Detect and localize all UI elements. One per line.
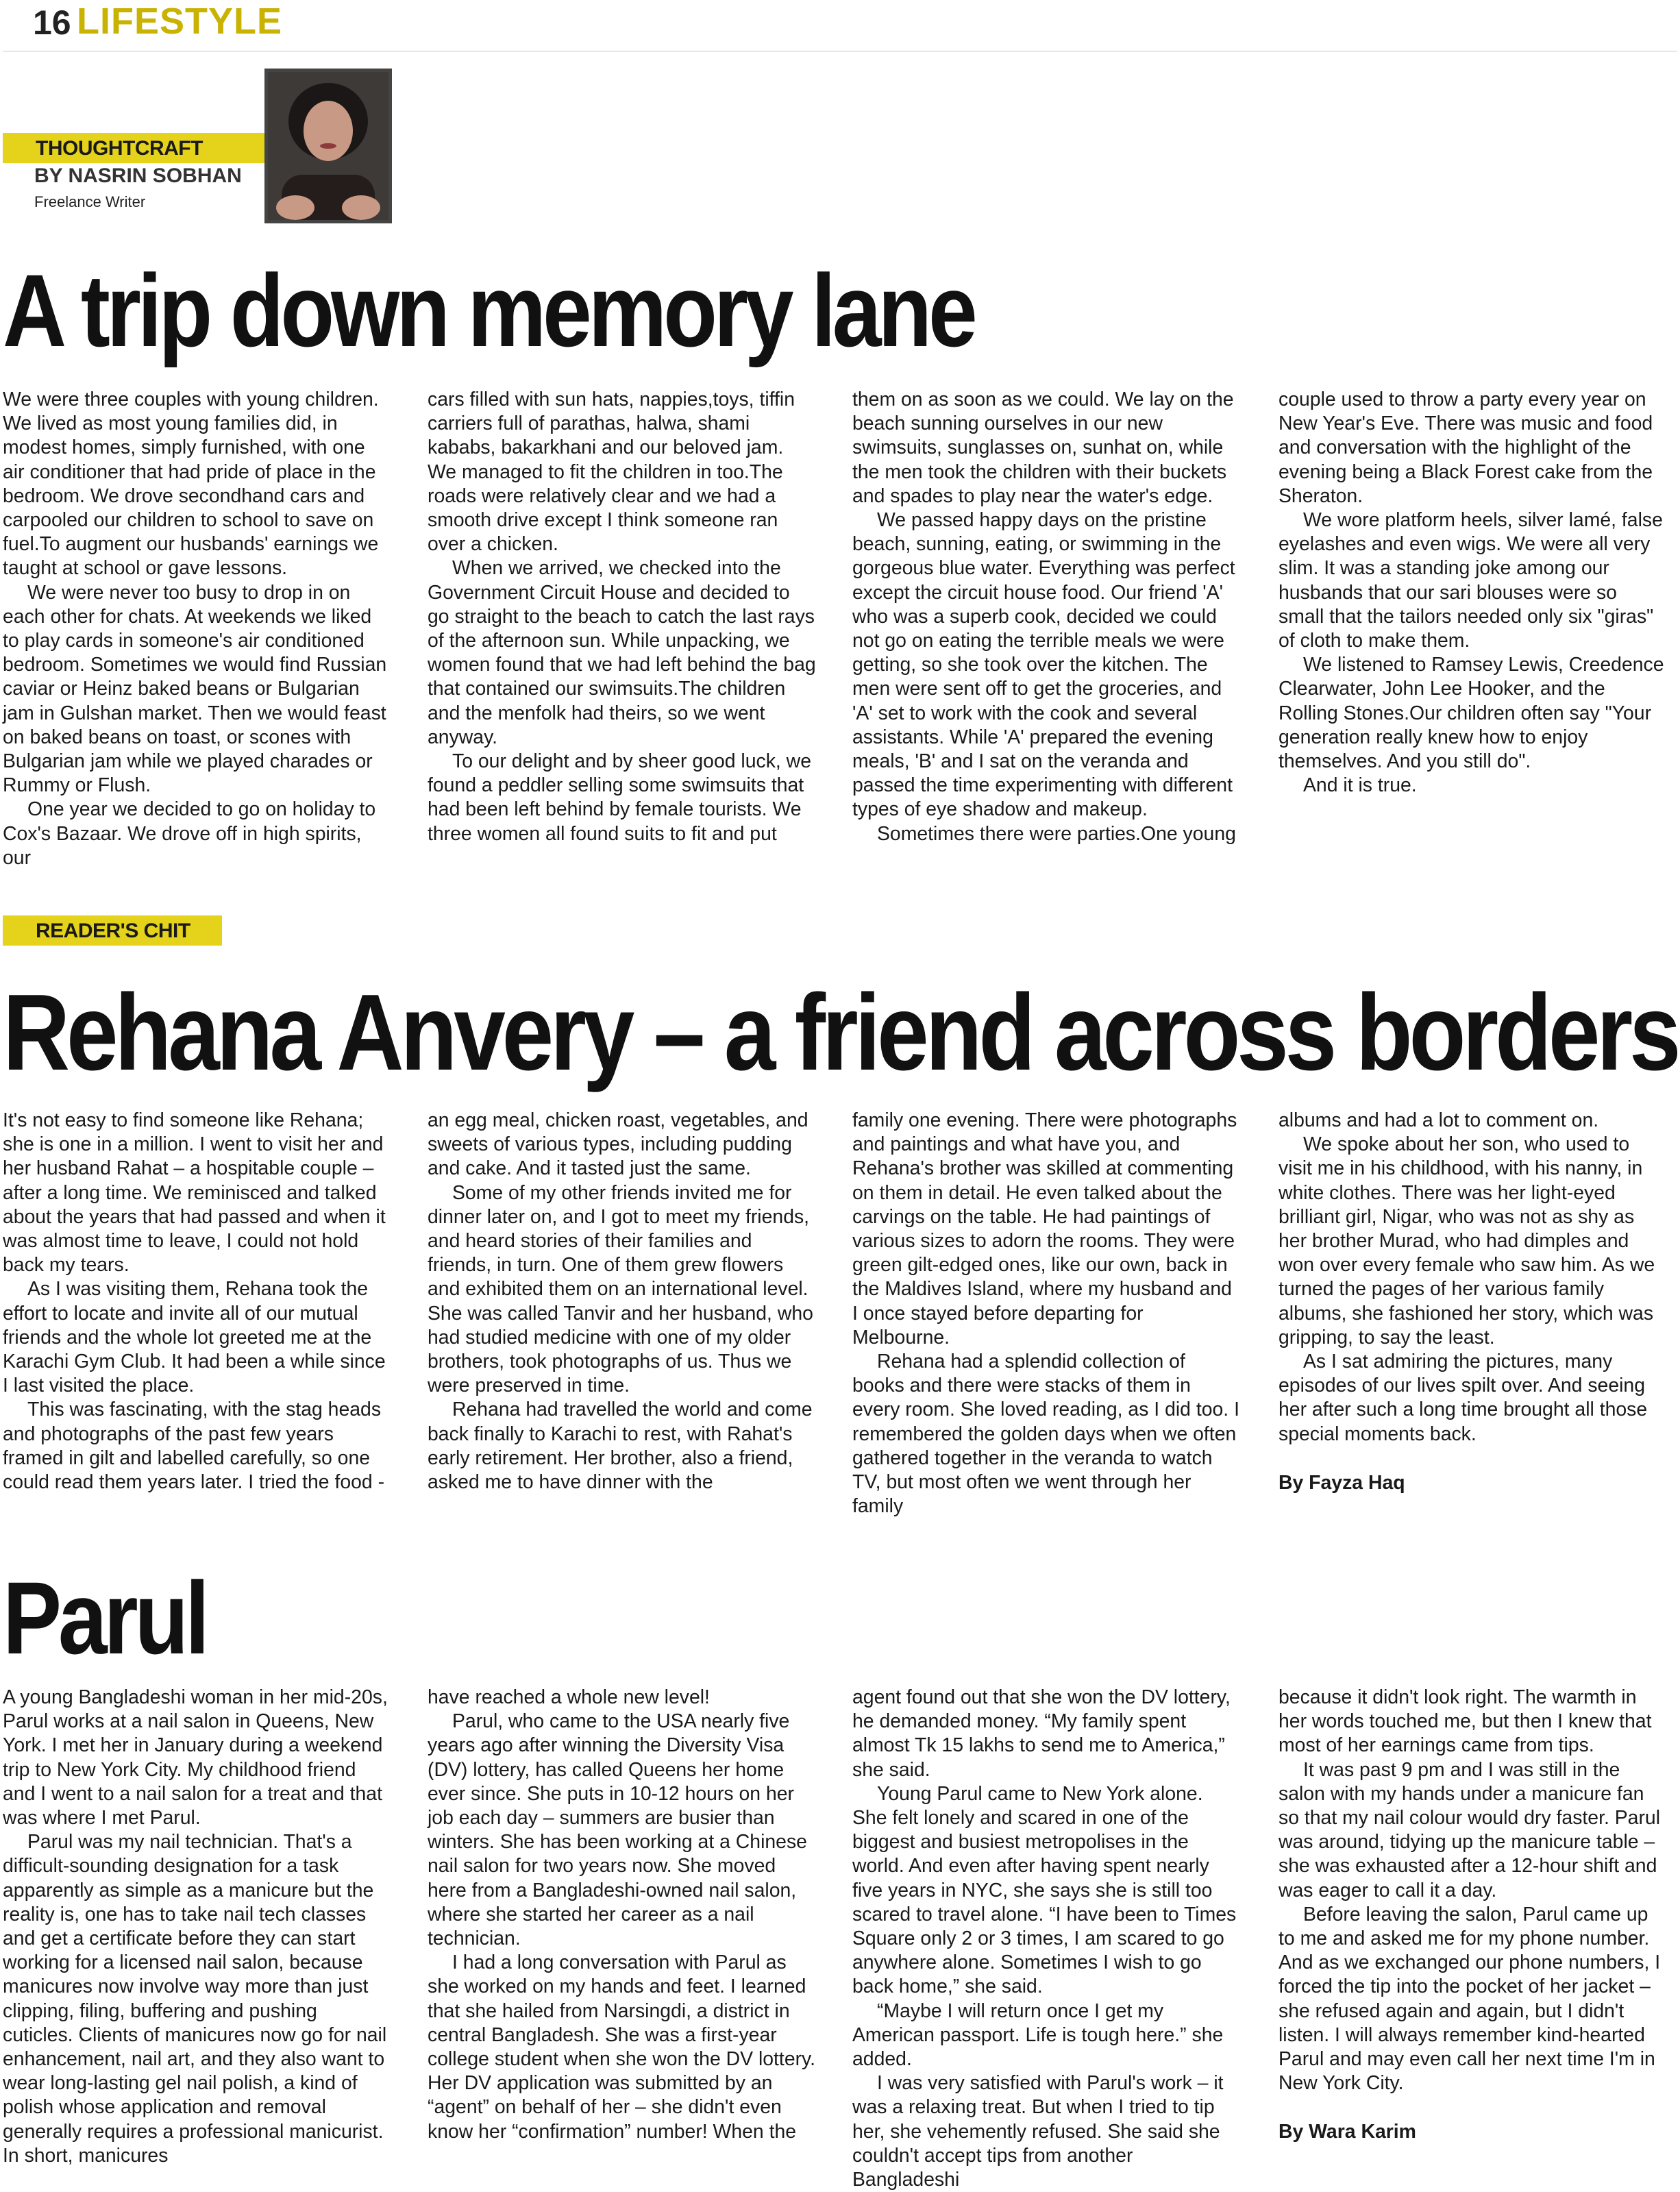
- article2-column-3: [852, 1109, 1242, 1518]
- author-portrait-icon: [268, 72, 388, 220]
- article3-column-4: [1278, 1686, 1668, 2145]
- paragraph: Some of my other friends invited me for dinner later on, and I got to meet my friends, and heard stories of their families and friends, in turn. One of them grew flowers and exhibited them on an international level. She was called Tanvir and her husband, who had studied medicine with one of my older brothers, took photographs of us. Thus we were preserved in time.: [428, 1181, 813, 1397]
- paragraph: We wore platform heels, silver lamé, false eyelashes and even wigs. We were all very slim. It was a standing joke among our husbands that our sari blouses were so small that the tailors needed only six "giras" of cloth to make them.: [1278, 509, 1663, 652]
- headline-rehana: Rehana Anvery – a friend across borders: [3, 972, 1678, 1093]
- paragraph: have reached a whole new level!: [428, 1686, 710, 1708]
- article3-column-2: [428, 1686, 817, 2144]
- paragraph: One year we decided to go on holiday to Cox's Bazaar. We drove off in high spirits, our: [3, 798, 376, 869]
- kicker-thoughtcraft: THOUGHTCRAFT: [3, 133, 296, 163]
- author-byline: BY NASRIN SOBHAN: [34, 164, 242, 187]
- article3-column-3: [852, 1686, 1242, 2192]
- paragraph: We passed happy days on the pristine beach, sunning, eating, or swimming in the gorgeous blue water. Everything was perfect except the circuit house food. Our friend 'A' who was a superb cook, decided we could not go on eating the terrible meals we were getting, so she took over the kitchen. The men were sent off to get the groceries, and 'A' set to work with the cook and several assistants. While 'A' prepared the evening meals, 'B' and I sat on the veranda and passed the time experimenting with different types of eye shadow and makeup.: [852, 509, 1235, 821]
- paragraph: This was fascinating, with the stag heads and photographs of the past few years framed in gilt and labelled carefully, so one could read them years later. I tried the food -: [3, 1399, 385, 1494]
- headline-parul: Parul: [3, 1560, 206, 1675]
- paragraph: “Maybe I will return once I get my American passport. Life is tough here.” she added.: [852, 1999, 1224, 2071]
- paragraph: I had a long conversation with Parul as she worked on my hands and feet. I learned that she hailed from Narsingdi, a district in central Bangladesh. She was a first-year college student when she won the DV lottery. Her DV application was submitted by an “agent” on behalf of her – she didn't even know her “confirmation” number! When the: [428, 1951, 816, 2143]
- paragraph: an egg meal, chicken roast, vegetables, and sweets of various types, including pudding and cake. And it tasted just the same.: [428, 1109, 808, 1180]
- paragraph: Sometimes there were parties.One young: [877, 822, 1236, 845]
- paragraph: And it is true.: [1303, 774, 1417, 797]
- paragraph: family one evening. There were photographs and paintings and what have you, and Rehana's brother was skilled at commenting on them in detail. He even talked about the carvings on the table. He had paintings of various sizes to adorn the rooms. They were green gilt-edged ones, like our own, back in the Maldives Island, where my husband and I once stayed before departing for Melbourne.: [852, 1109, 1237, 1349]
- paragraph: agent found out that she won the DV lottery, he demanded money. “My family spent almost Tk 15 lakhs to send me to America,” she said.: [852, 1686, 1231, 1781]
- author-role: Freelance Writer: [34, 193, 146, 210]
- paragraph: It's not easy to find someone like Rehana; she is one in a million. I went to visit her and her husband Rahat – a hospitable couple – after a long time. We reminisced and talked about the years that had passed and when it was almost time to leave, I could not hold back my tears.: [3, 1109, 386, 1277]
- headline-memory-lane: A trip down memory lane: [3, 253, 974, 368]
- paragraph: I was very satisfied with Parul's work – it was a relaxing treat. But when I tried to tip her, she vehemently refused. She said she couldn't accept tips from another Bangladeshi: [852, 2072, 1224, 2191]
- paragraph: It was past 9 pm and I was still in the salon with my hands under a manicure fan so that my nail colour would dry faster. Parul was around, tidying up the manicure table – she was exhausted after a 12-hour shift and was eager to call it a day.: [1278, 1758, 1661, 1901]
- paragraph: We spoke about her son, who used to visit me in his childhood, with his nanny, in white clothes. There was her light-eyed brilliant girl, Nigar, who was not as shy as her brother Murad, who had dimples and won over every female who saw him. As we turned the pages of her various family albums, she fashioned her story, which was gripping, to say the least.: [1278, 1133, 1655, 1349]
- article2-column-4: [1278, 1109, 1668, 1495]
- article2-column-2: [428, 1109, 817, 1494]
- paragraph: Rehana had travelled the world and come back finally to Karachi to rest, with Rahat's early retirement. Her brother, also a friend, asked me to have dinner with the: [428, 1399, 813, 1494]
- paragraph: because it didn't look right. The warmth in her words touched me, but then I knew that most of her earnings came from tips.: [1278, 1686, 1652, 1757]
- paragraph: Before leaving the salon, Parul came up to me and asked me for my phone number. And as we exchanged our phone numbers, I forced the tip into the pocket of her jacket – she refused again and again, but I didn't listen. I will always remember kind-hearted Parul and may even call her next time I'm in New York City.: [1278, 1903, 1661, 2095]
- paragraph: We listened to Ramsey Lewis, Creedence Clearwater, John Lee Hooker, and the Rolling Stones.Our children often say "Your generation really knew how to enjoy themselves. And you still do".: [1278, 654, 1664, 773]
- paragraph: couple used to throw a party every year on New Year's Eve. There was music and food and conversation with the highlight of the evening being a Black Forest cake from the Sheraton.: [1278, 389, 1653, 507]
- paragraph: Parul, who came to the USA nearly five years ago after winning the Diversity Visa (DV) lottery, has called Queens her home ever since. She puts in 10-12 hours on her job each day – summers are busier than winters. She has been working at a Chinese nail salon for two years now. She moved here from a Bangladeshi-owned nail salon, where she started her career as a nail technician.: [428, 1710, 807, 1950]
- paragraph: Rehana had a splendid collection of books and there were stacks of them in every room. She loved reading, as I did too. I remembered the golden days when we often gathered together in the veranda to watch TV, but most often we went through her family: [852, 1351, 1239, 1518]
- kicker-readers-chit: READER'S CHIT: [3, 915, 222, 946]
- page-number: 16: [33, 3, 71, 42]
- paragraph: Parul was my nail technician. That's a difficult-sounding designation for a task apparently as simple as a manicure but the reality is, one has to take nail tech classes and get a certificate before they can start working for a licensed nail salon, because manicures now involve way more than just clipping, filing, buffering and pushing cuticles. Clients of manicures now go for nail enhancement, nail art, and they also want to wear long-lasting gel nail polish, a kind of polish whose application and removal generally requires a professional manicurist. In short, manicures: [3, 1831, 387, 2167]
- paragraph: When we arrived, we checked into the Government Circuit House and decided to go straight to the beach to catch the last rays of the afternoon sun. While unpacking, we women found that we had left behind the bag that contained our swimsuits.The children and the menfolk had theirs, so we went anyway.: [428, 557, 816, 748]
- article1-column-4: [1278, 388, 1668, 798]
- paragraph: To our delight and by sheer good luck, we found a peddler selling some swimsuits that had been left behind by female tourists. We three women all found suits to fit and put: [428, 750, 811, 845]
- paragraph: As I sat admiring the pictures, many episodes of our lives spilt over. And seeing her after such a long time brought all those special moments back.: [1278, 1351, 1648, 1445]
- article1-column-1: [3, 388, 392, 870]
- author-signature: By Wara Karim: [1278, 2121, 1416, 2143]
- author-signature: By Fayza Haq: [1278, 1471, 1405, 1494]
- paragraph: them on as soon as we could. We lay on the beach sunning ourselves in our new swimsuits, sunglasses on, sunhat on, while the men took the children with their buckets and spades to play near the water's edge.: [852, 389, 1234, 507]
- paragraph: We were never too busy to drop in on each other for chats. At weekends we liked to play cards in someone's air conditioned bedroom. Sometimes we would find Russian caviar or Heinz baked beans or Bulgarian jam in Gulshan market. Then we would feast on baked beans on toast, or scones with Bulgarian jam while we played charades or Rummy or Flush.: [3, 581, 387, 797]
- article2-column-1: [3, 1109, 392, 1494]
- article1-column-3: [852, 388, 1242, 846]
- article1-column-2: [428, 388, 817, 846]
- paragraph: cars filled with sun hats, nappies,toys, tiffin carriers full of parathas, halwa, shami kababs, bakarkhani and our beloved jam. We managed to fit the children in too.The roads were relatively clear and we had a smooth drive except I think someone ran over a chicken.: [428, 389, 795, 556]
- paragraph: We were three couples with young children. We lived as most young families did, in modest homes, simply furnished, with one air conditioner that had pride of place in the bedroom. We drove secondhand cars and carpooled our children to school to save on fuel.To augment our husbands' earnings we taught at school or gave lessons.: [3, 389, 379, 580]
- article3-column-1: [3, 1686, 392, 2168]
- section-title: LIFESTYLE: [77, 1, 283, 42]
- paragraph: albums and had a lot to comment on.: [1278, 1109, 1599, 1131]
- paragraph: As I was visiting them, Rehana took the effort to locate and invite all of our mutual friends and the whole lot greeted me at the Karachi Gym Club. It had been a while since I last visited the place.: [3, 1278, 386, 1397]
- masthead-rule: [3, 51, 1677, 52]
- author-photo: [264, 69, 392, 223]
- paragraph: Young Parul came to New York alone. She felt lonely and scared in one of the biggest and busiest metropolises in the world. And even after having spent nearly five years in NYC, she says she is still too scared to travel alone. “I have been to Times Square only 2 or 3 times, I am scared to go anywhere alone. Sometimes I wish to go back home,” she said.: [852, 1782, 1237, 1998]
- paragraph: A young Bangladeshi woman in her mid-20s, Parul works at a nail salon in Queens, New York. I met her in January during a weekend trip to New York City. My childhood friend and I went to a nail salon for a treat and that was where I met Parul.: [3, 1686, 388, 1830]
